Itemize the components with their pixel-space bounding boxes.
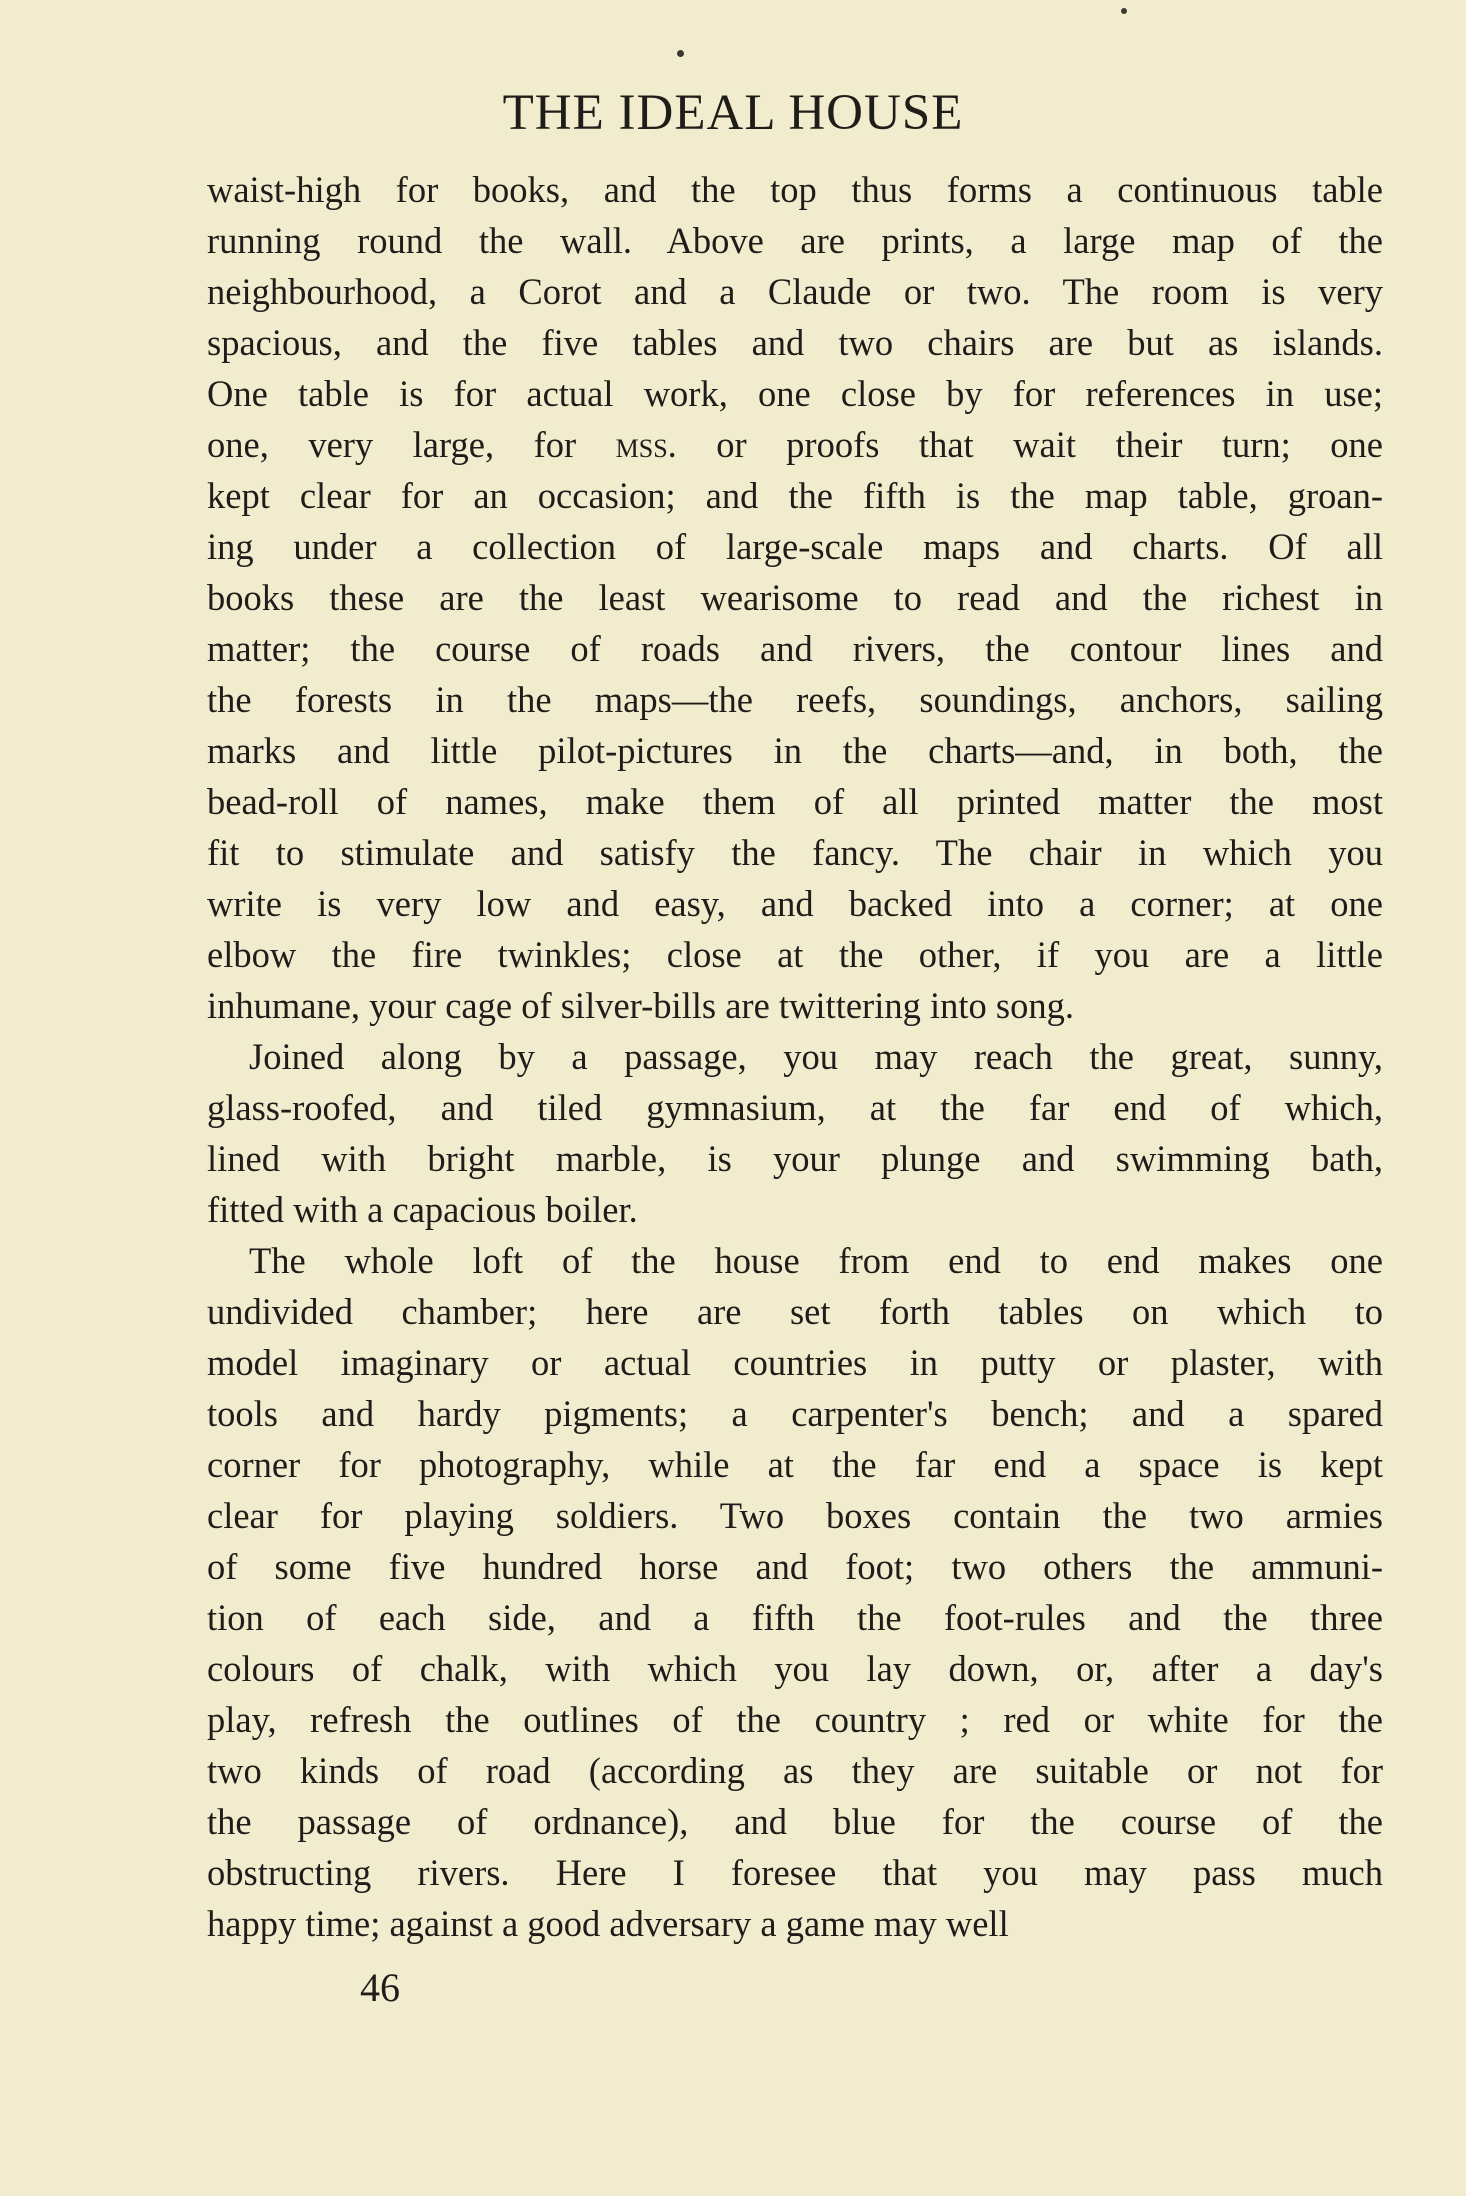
text-line: glass-roofed, and tiled gymnasium, at the far end of which,: [207, 1087, 1383, 1128]
text-line: waist-high for books, and the top thus forms a continuous table: [207, 169, 1383, 210]
ink-speck: [677, 50, 684, 57]
text-line: matter; the course of roads and rivers, the contour lines and: [207, 628, 1383, 669]
text-line: happy time; against a good adversary a game may well: [207, 1903, 1009, 1944]
text-line: fit to stimulate and satisfy the fancy. The chair in which you: [207, 832, 1383, 873]
text-line: one, very large, for mss. or proofs that wait their turn; one: [207, 424, 1383, 465]
text-line: undivided chamber; here are set forth tables on which to: [207, 1291, 1383, 1332]
text-line: the passage of ordnance), and blue for the course of the: [207, 1801, 1383, 1842]
paragraph: [207, 1031, 1383, 1235]
paragraph-container: [207, 164, 1383, 1949]
text-line: play, refresh the outlines of the country ; red or white for the: [207, 1699, 1383, 1740]
text-line: the forests in the maps—the reefs, soundings, anchors, sailing: [207, 679, 1383, 720]
text-line: two kinds of road (according as they are suitable or not for: [207, 1750, 1383, 1791]
text-line: Joined along by a passage, you may reach the great, sunny,: [249, 1036, 1383, 1077]
text-line: lined with bright marble, is your plunge and swimming bath,: [207, 1138, 1383, 1179]
text-line: ing under a collection of large-scale maps and charts. Of all: [207, 526, 1383, 567]
text-line: fitted with a capacious boiler.: [207, 1189, 638, 1230]
text-line: tion of each side, and a fifth the foot-rules and the three: [207, 1597, 1383, 1638]
text-line: kept clear for an occasion; and the fifth is the map table, groan-: [207, 475, 1383, 516]
text-line: write is very low and easy, and backed into a corner; at one: [207, 883, 1383, 924]
abbreviation: mss.: [615, 424, 677, 465]
text-line: running round the wall. Above are prints, a large map of the: [207, 220, 1383, 261]
body-text: [207, 164, 1383, 1949]
ink-speck: [1121, 8, 1127, 14]
text-line: One table is for actual work, one close by for references in use;: [207, 373, 1383, 414]
page-number: 46: [360, 1965, 400, 2010]
text-line: The whole loft of the house from end to end makes one: [249, 1240, 1383, 1281]
text-line: elbow the fire twinkles; close at the other, if you are a little: [207, 934, 1383, 975]
text-line: of some five hundred horse and foot; two others the ammuni-: [207, 1546, 1383, 1587]
text-line: bead-roll of names, make them of all printed matter the most: [207, 781, 1383, 822]
text-line: obstructing rivers. Here I foresee that you may pass much: [207, 1852, 1383, 1893]
paragraph: [207, 164, 1383, 1031]
paragraph: [207, 1235, 1383, 1949]
text-line: books these are the least wearisome to read and the richest in: [207, 577, 1383, 618]
text-line: marks and little pilot-pictures in the charts—and, in both, the: [207, 730, 1383, 771]
text-line: spacious, and the five tables and two chairs are but as islands.: [207, 322, 1383, 363]
text-line: inhumane, your cage of silver-bills are twittering into song.: [207, 985, 1074, 1026]
running-head: THE IDEAL HOUSE: [502, 85, 964, 141]
text-line: tools and hardy pigments; a carpenter's bench; and a spared: [207, 1393, 1383, 1434]
text-line: corner for photography, while at the far end a space is kept: [207, 1444, 1383, 1485]
text-line: colours of chalk, with which you lay down, or, after a day's: [207, 1648, 1383, 1689]
text-line: clear for playing soldiers. Two boxes contain the two armies: [207, 1495, 1383, 1536]
text-line: neighbourhood, a Corot and a Claude or two. The room is very: [207, 271, 1383, 312]
text-line: model imaginary or actual countries in putty or plaster, with: [207, 1342, 1383, 1383]
